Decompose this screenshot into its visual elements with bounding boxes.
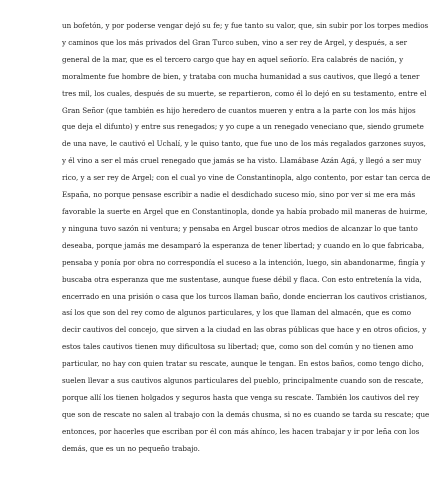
text-line: favorable la suerte en Argel que en Constantinopla, donde ya había probado mil maneras de huirme, [62, 206, 428, 216]
text-line: Gran Señor (que también es hijo heredero de cuantos mueren y entra a la parte con los más hijos [62, 105, 416, 115]
text-line: así los que son del rey como de algunos particulares, y los que llaman del almacén, que es como [62, 308, 412, 318]
text-line: y caminos que los más privados del Gran Turco suben, vino a ser rey de Argel, y después, a ser [62, 37, 408, 47]
text-line: general de la mar, que es el tercero cargo que hay en aquel señorío. Era calabrés de nación, y [62, 54, 404, 64]
text-line: tres mil, los cuales, después de su muerte, se repartieron, como él lo dejó en su testamento, entre el [62, 88, 427, 98]
text-line: un bofetón, y por poderse vengar dejó su fe; y fue tanto su valor, que, sin subir por los torpes medios [62, 21, 429, 30]
text-line: suelen llevar a sus cautivos algunos particulares del pueblo, principalmente cuando son de rescate, [62, 376, 424, 386]
text-line: decir cautivos del concejo, que sirven a la ciudad en las obras públicas que hace y en otros oficios, y [62, 325, 427, 335]
text-line: pensaba y ponía por obra no correspondía el suceso a la intención, luego, sin abandonarme, fingía y [62, 257, 426, 267]
text-line: de una nave, le cautivó el Uchalí, y le quiso tanto, que fue uno de los más regalados garzones suyos, [62, 139, 426, 149]
text-line: que deja el difunto) y entre sus renegados; y yo cupe a un renegado veneciano que, siendo grumete [62, 122, 424, 132]
text-line: porque allí los tienen holgados y seguros hasta que venga su rescate. También los cautivos del rey [62, 392, 420, 402]
text-line: rico, y a ser rey de Argel; con el cual yo vine de Constantinopla, algo contento, por estar tan cerca de [62, 173, 431, 183]
text-line: encerrado en una prisión o casa que los turcos llaman baño, donde encierran los cautivos cristianos, [62, 291, 427, 301]
text-line: demás, que es un no pequeño trabajo. [62, 443, 200, 453]
body-paragraph [62, 18, 431, 458]
text-line: deseaba, porque jamás me desamparó la esperanza de tener libertad; y cuando en lo que fabricaba, [62, 240, 425, 250]
text-line: particular, no hay con quien tratar su rescate, aunque le tengan. En estos baños, como tengo dicho, [62, 359, 424, 369]
text-line: moralmente fue hombre de bien, y trataba con mucha humanidad a sus cautivos, que llegó a tener [62, 71, 420, 81]
text-line: y él vino a ser el más cruel renegado que jamás se ha visto. Llamábase Azán Agá, y llegó a ser muy [62, 156, 422, 166]
text-line: y ninguna tuvo sazón ni ventura; y pensaba en Argel buscar otros medios de alcanzar lo que tanto [62, 223, 418, 233]
text-line: buscaba otra esperanza que me sustentase, aunque fuese débil y flaca. Con esto entretenía la vida, [62, 274, 422, 284]
text-line: entonces, por hacerles que escriban por él con más ahínco, les hacen trabajar y ir por leña con los [62, 426, 420, 436]
text-line: estos tales cautivos tienen muy dificultosa su libertad; que, como son del común y no tienen amo [62, 342, 414, 352]
text-line: que son de rescate no salen al trabajo con la demás chusma, si no es cuando se tarda su rescate; que [62, 409, 430, 419]
text-line: España, no porque pensase escribir a nadie el desdichado suceso mío, sino por ver si me era más [62, 190, 416, 200]
